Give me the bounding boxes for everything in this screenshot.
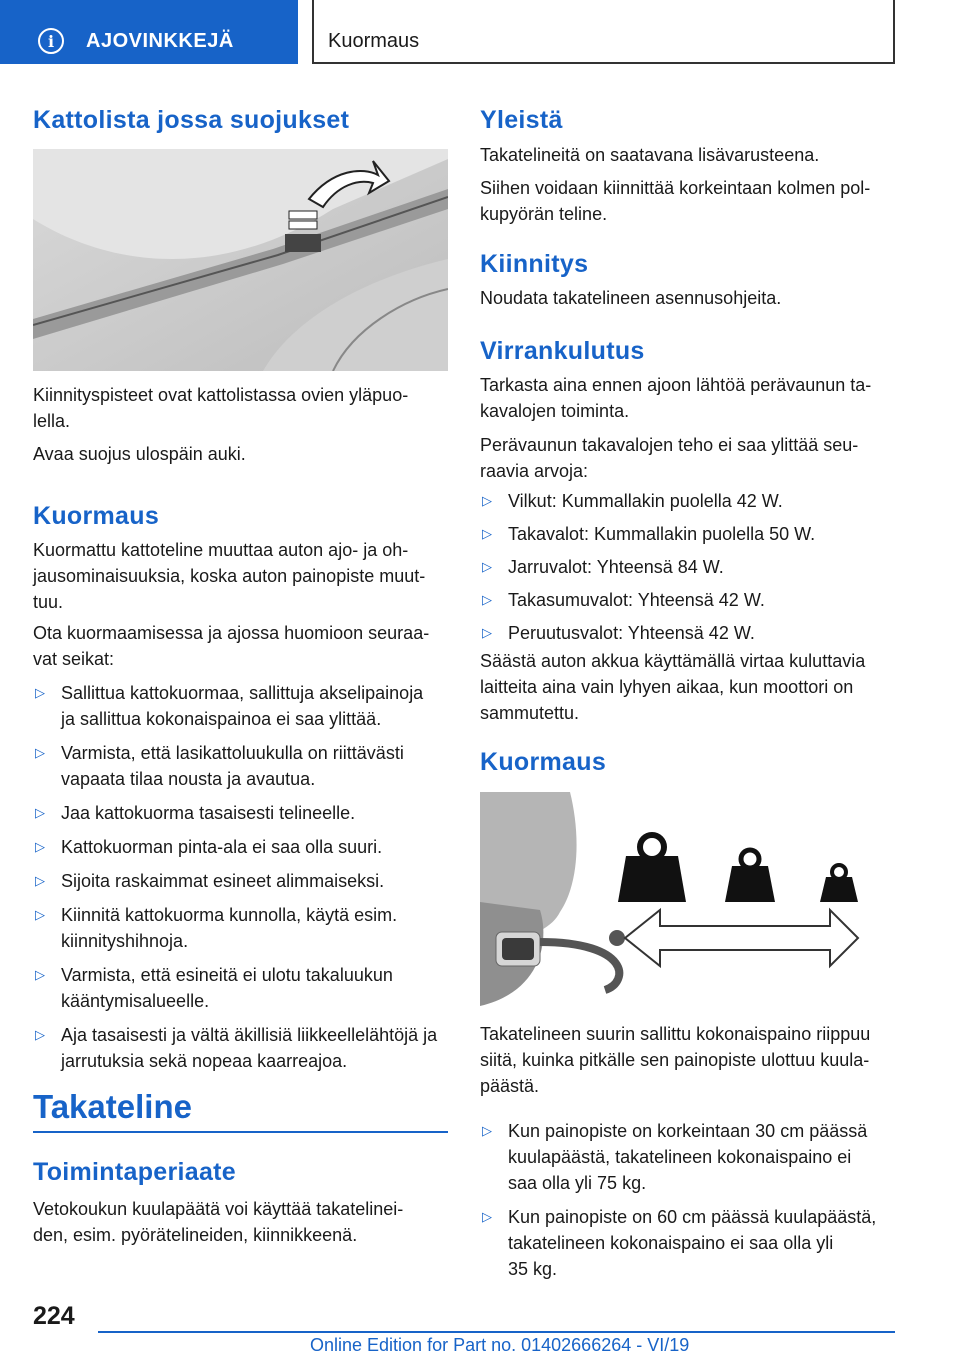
rear-rack-weight-illustration — [480, 792, 895, 1006]
triangle-bullet-icon: ▷ — [35, 1027, 45, 1042]
weight-bullet-list — [480, 1118, 900, 1282]
triangle-bullet-icon: ▷ — [35, 907, 45, 922]
paragraph-loading-2: Takatelineen suurin sallittu kokonaispaino riippuu siitä, kuinka pitkälle sen painopiste ulottuu kuula- päästä. — [480, 1024, 871, 1096]
triangle-bullet-icon: ▷ — [482, 592, 492, 607]
paragraph-power-3: Säästä auton akkua käyttämällä virtaa kuluttavia laitteita aina vain lyhyen aikaa, kun moottori on sammutettu. — [480, 651, 866, 723]
paragraph-general-1: Takatelineitä on saatavana lisävarusteena. — [480, 145, 820, 165]
triangle-bullet-icon: ▷ — [482, 1209, 492, 1224]
chapter-label: Kuormaus — [328, 30, 420, 52]
paragraph-fastening: Noudata takatelineen asennusohjeita. — [480, 288, 782, 308]
triangle-bullet-icon: ▷ — [482, 1123, 492, 1138]
list-item: ▷ Jarruvalot: Yhteensä 84 W. — [480, 554, 900, 580]
list-item: ▷ Takavalot: Kummallakin puolella 50 W. — [480, 521, 900, 547]
list-item: ▷ Sijoita raskaimmat esineet alimmaiseksi. — [33, 868, 448, 894]
heading-roof-rail: Kattolista jossa suojukset — [33, 106, 350, 134]
list-item: ▷ Aja tasaisesti ja vältä äkillisiä liikkeellelähtöjä ja jarrutuksia sekä nopeaa kaarreajoa. — [33, 1022, 448, 1074]
paragraph-general-2: Siihen voidaan kiinnittää korkeintaan kolmen pol- kupyörän teline. — [480, 178, 871, 224]
list-item: ▷ Sallittua kattokuormaa, sallittuja akselipainoja ja sallittua kokonaispainoa ei saa ylittää. — [33, 680, 448, 732]
heading-power: Virrankulutus — [480, 337, 645, 365]
section-tab — [0, 0, 298, 64]
list-item: ▷ Vilkut: Kummallakin puolella 42 W. — [480, 488, 900, 514]
heading-fastening: Kiinnitys — [480, 250, 589, 278]
triangle-bullet-icon: ▷ — [35, 873, 45, 888]
heading-principle: Toimintaperiaate — [33, 1158, 236, 1186]
roof-rail-illustration — [33, 149, 448, 371]
paragraph-power-1: Tarkasta aina ennen ajoon lähtöä perävaunun ta- kavalojen toiminta. — [480, 375, 872, 421]
list-item: ▷ Peruutusvalot: Yhteensä 42 W. — [480, 620, 900, 646]
triangle-bullet-icon: ▷ — [35, 839, 45, 854]
list-item: ▷ Kattokuorman pinta-ala ei saa olla suuri. — [33, 834, 448, 860]
triangle-bullet-icon: ▷ — [35, 685, 45, 700]
edition-text: Online Edition for Part no. 01402666264 - VI/19 — [310, 1335, 690, 1355]
heading-rear-rack: Takateline — [33, 1088, 192, 1125]
page-number: 224 — [33, 1302, 75, 1330]
triangle-bullet-icon: ▷ — [482, 526, 492, 541]
heading-general: Yleistä — [480, 106, 563, 134]
loading-bullet-list — [33, 680, 448, 1074]
triangle-bullet-icon: ▷ — [482, 493, 492, 508]
paragraph-power-2: Perävaunun takavalojen teho ei saa ylittää seu- raavia arvoja: — [480, 435, 859, 481]
paragraph-loading-2: Ota kuormaamisessa ja ajossa huomioon seuraa- vat seikat: — [33, 623, 430, 669]
list-item: ▷ Kiinnitä kattokuorma kunnolla, käytä esim. kiinnityshihnoja. — [33, 902, 448, 954]
triangle-bullet-icon: ▷ — [482, 559, 492, 574]
list-item: ▷ Varmista, että lasikattoluukulla on riittävästi vapaata tilaa nousta ja avautua. — [33, 740, 448, 792]
list-item: ▷ Kun painopiste on korkeintaan 30 cm päässä kuulapäästä, takatelineen kokonaispaino ei saa olla yli 75 kg. — [480, 1118, 900, 1196]
triangle-bullet-icon: ▷ — [482, 625, 492, 640]
chapter-tab — [312, 0, 895, 64]
footer-divider — [98, 1331, 895, 1333]
list-item: ▷ Varmista, että esineitä ei ulotu takaluukun kääntymisalueelle. — [33, 962, 448, 1014]
heading-loading: Kuormaus — [33, 502, 160, 530]
heading-loading-2: Kuormaus — [480, 748, 607, 776]
section-divider — [33, 1131, 448, 1133]
paragraph-roof-2: Avaa suojus ulospäin auki. — [33, 444, 246, 464]
triangle-bullet-icon: ▷ — [35, 805, 45, 820]
list-item: ▷ Jaa kattokuorma tasaisesti telineelle. — [33, 800, 448, 826]
section-label: AJOVINKKEJÄ — [86, 30, 234, 52]
triangle-bullet-icon: ▷ — [35, 967, 45, 982]
paragraph-roof-1: Kiinnityspisteet ovat kattolistassa ovien yläpuo- lella. — [33, 385, 409, 431]
triangle-bullet-icon: ▷ — [35, 745, 45, 760]
list-item: ▷ Takasumuvalot: Yhteensä 42 W. — [480, 587, 900, 613]
paragraph-principle: Vetokoukun kuulapäätä voi käyttää takatelinei- den, esim. pyörätelineiden, kiinnikkeenä. — [33, 1199, 404, 1245]
power-bullet-list — [480, 488, 900, 646]
info-icon: i — [38, 28, 64, 54]
list-item: ▷ Kun painopiste on 60 cm päässä kuulapäästä, takatelineen kokonaispaino ei saa olla yli 35 kg. — [480, 1204, 900, 1282]
paragraph-loading-1: Kuormattu kattoteline muuttaa auton ajo- ja oh- jausominaisuuksia, koska auton painopiste muut- tuu. — [33, 540, 426, 612]
